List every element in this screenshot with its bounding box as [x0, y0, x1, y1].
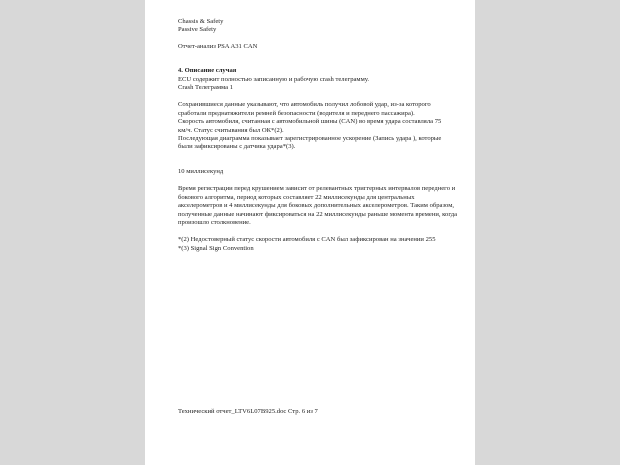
paragraph-line: полученные данные начинают фиксироваться на 22 миллисекунды раньше момента времени, когда — [178, 210, 457, 218]
paragraph-line: км/ч. Статус считывания был ОК*(2). — [178, 126, 284, 134]
paragraph-line: Скорость автомобиля, считанная с автомобильной шины (CAN) во время удара составляла 75 — [178, 118, 442, 126]
paragraph-recording-time — [178, 185, 473, 227]
footnote: *(3) Signal Sign Convention — [178, 244, 254, 252]
paragraph-line: Последующая диаграмма показывает зарегистрированное ускорение (Запись удара ), которые — [178, 135, 442, 143]
crash-telegram-label: Crash Телеграмма 1 — [178, 84, 234, 92]
section-intro-line: ECU содержит полностью записанную и рабочую crash телеграмму. — [178, 75, 370, 83]
section-heading: 4. Описание случая — [178, 67, 237, 75]
document-page — [145, 0, 475, 465]
paragraph-line: акселерометров и 4 миллисекунды для боковых дополнительных акселерометров. Таким образом, — [178, 202, 455, 210]
paragraph-line: сработали преднатяжители ремней безопасности (водителя и переднего пассажира). — [178, 109, 415, 117]
chart-caption: 10 миллисекунд — [178, 167, 224, 175]
paragraph-line: были зафиксированы с датчика удара*(3). — [178, 143, 296, 151]
page-footer: Технический отчет_LTV6L07B925.doc Стр. 6 из 7 — [178, 408, 318, 415]
company-subdivision: Passive Safety — [178, 26, 217, 34]
paragraph-line: Время регистрации перед крушением зависит от релевантных триггерных интервалов переднего и — [178, 185, 456, 193]
company-division: Chassis & Safety — [178, 18, 224, 25]
report-title: Отчет-анализ PSA A31 CAN — [178, 42, 258, 50]
paragraph-line: произошло столкновение. — [178, 218, 251, 226]
paragraph-line: Сохранившиеся данные указывают, что автомобиль получил лобовой удар, из-за которого — [178, 101, 431, 109]
paragraph-impact-summary — [178, 101, 473, 151]
footnotes — [178, 236, 473, 253]
footnote: *(2) Недостоверный статус скорости автомобиля с CAN был зафиксирован на значении 255 — [178, 236, 436, 244]
paragraph-line: бокового алгоритма, период которых составляет 22 миллисекунды для центральных — [178, 193, 415, 201]
page-content — [178, 18, 473, 253]
